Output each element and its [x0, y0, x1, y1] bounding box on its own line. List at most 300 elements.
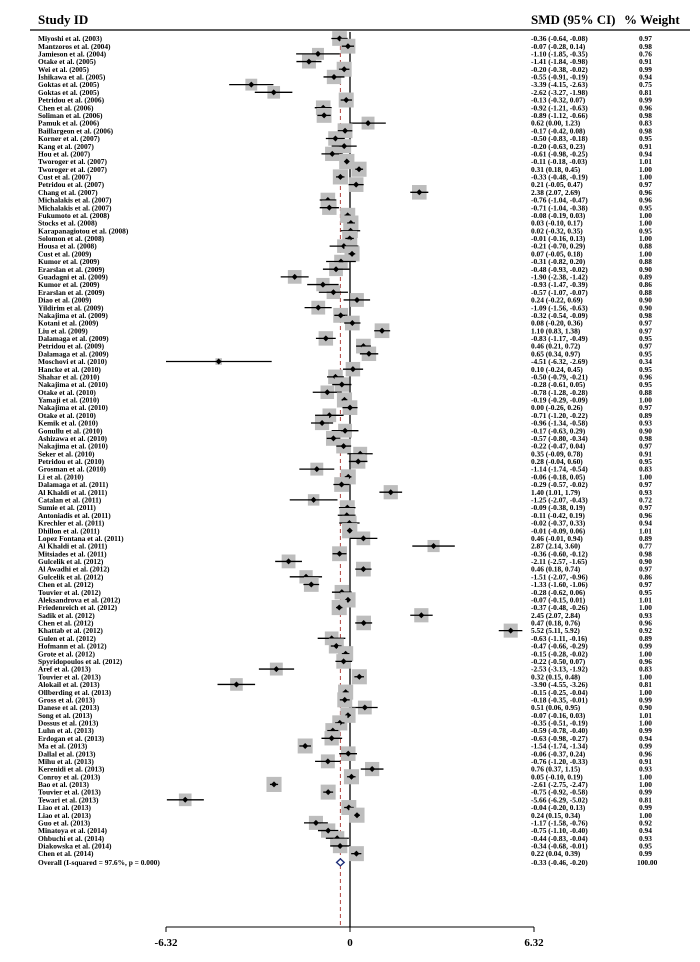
weight-label: 0.97 [639, 318, 652, 328]
study-label: Seker et al. (2010) [38, 449, 95, 459]
weight-label: 0.96 [639, 195, 652, 205]
weight-label: 0.34 [639, 357, 652, 367]
weight-label: 0.93 [639, 764, 652, 774]
study-label: Grote et al. (2012) [38, 649, 95, 659]
smd-ci-label: 0.51 (0.06, 0.95) [531, 703, 581, 713]
smd-ci-label: 0.46 (-0.01, 0.94) [531, 533, 583, 543]
weight-label: 0.94 [639, 72, 652, 82]
weight-label: 1.00 [639, 210, 652, 220]
smd-ci-label: -0.31 (-0.82, 0.20) [531, 257, 586, 267]
weight-label: 0.97 [639, 403, 652, 413]
smd-ci-label: -0.76 (-1.20, -0.33) [531, 756, 588, 766]
study-label: Kotani et al. (2009) [38, 318, 99, 328]
weight-label: 0.97 [639, 564, 652, 574]
study-label: Touvier et al. (2013) [38, 672, 101, 682]
study-label: Goktas et al. (2005) [38, 80, 100, 90]
smd-ci-label: 0.02 (-0.32, 0.35) [531, 226, 583, 236]
study-label: Dalamaga et al. (2011) [38, 480, 109, 490]
smd-ci-label: 0.31 (0.18, 0.45) [531, 164, 581, 174]
study-label: Conroy et al. (2013) [38, 772, 101, 782]
study-label: Chen et al. (2012) [38, 580, 94, 590]
smd-ci-label: -0.07 (-0.16, 0.03) [531, 710, 586, 720]
weight-label: 1.00 [639, 218, 652, 228]
study-label: Petridou et al. (2009) [38, 341, 105, 351]
weight-label: 0.77 [639, 541, 652, 551]
weight-label: 0.83 [639, 664, 652, 674]
weight-label: 0.97 [639, 580, 652, 590]
smd-ci-label: -0.93 (-1.47, -0.39) [531, 280, 588, 290]
smd-ci-label: 0.07 (-0.05, 0.18) [531, 249, 583, 259]
study-label: Luhn et al. (2013) [38, 726, 94, 736]
smd-ci-label: 2.38 (2.07, 2.69) [531, 187, 581, 197]
study-label: Sadik et al. (2012) [38, 610, 95, 620]
smd-ci-label: -1.25 (-2.07, -0.43) [531, 495, 588, 505]
smd-ci-label: -0.17 (-0.63, 0.29) [531, 426, 586, 436]
smd-ci-label: -0.61 (-0.98, -0.25) [531, 149, 588, 159]
smd-ci-label: 0.46 (0.18, 0.74) [531, 564, 581, 574]
study-label: Soliman et al. (2006) [38, 111, 103, 120]
study-label: Spyridopoulos et al. (2012) [38, 656, 123, 666]
weight-label: 1.00 [639, 810, 652, 820]
weight-label: 0.99 [639, 64, 652, 74]
weight-label: 0.99 [639, 726, 652, 736]
study-label: Song et al. (2013) [38, 710, 93, 720]
weight-label: 0.91 [639, 449, 652, 459]
smd-ci-label: -0.48 (-0.93, -0.02) [531, 264, 588, 274]
study-label: Erdogan et al. (2013) [38, 733, 105, 743]
weight-label: 0.99 [639, 741, 652, 751]
study-label: Erarslan et al. (2009) [38, 264, 105, 274]
weight-label: 0.99 [639, 849, 652, 859]
weight-label: 0.93 [639, 418, 652, 428]
weight-label: 1.00 [639, 649, 652, 659]
study-label: Touvier et al. (2012) [38, 587, 101, 597]
smd-ci-label: -1.09 (-1.56, -0.63) [531, 303, 588, 313]
smd-ci-label: -0.06 (-0.18, 0.05) [531, 472, 586, 482]
weight-label: 0.96 [639, 510, 652, 520]
weight-label: 0.99 [639, 641, 652, 651]
study-label: Kang et al. (2007) [38, 141, 94, 151]
smd-ci-label: -0.71 (-1.04, -0.38) [531, 203, 588, 213]
weight-label: 0.96 [639, 187, 652, 197]
study-label: Nakajima et al. (2010) [38, 380, 108, 390]
smd-ci-label: -0.20 (-0.63, 0.23) [531, 141, 586, 151]
weight-label: 0.98 [639, 126, 652, 136]
smd-ci-label: -2.62 (-3.27, -1.98) [531, 87, 588, 97]
weight-label: 0.98 [639, 111, 652, 120]
smd-ci-label: 0.35 (-0.09, 0.78) [531, 449, 583, 459]
weight-label: 0.95 [639, 226, 652, 236]
weight-label: 0.98 [639, 433, 652, 443]
weight-label: 0.92 [639, 626, 652, 636]
weight-label: 0.98 [639, 41, 652, 51]
smd-ci-label: -0.15 (-0.28, -0.02) [531, 649, 588, 659]
study-label: Mantzoros et al. (2004) [38, 41, 111, 51]
weight-label: 0.88 [639, 387, 652, 397]
study-label: Friedenreich et al. (2012) [38, 603, 118, 613]
study-label: Tworoger et al. (2007) [38, 164, 107, 174]
smd-ci-label: -0.04 (-0.20, 0.13) [531, 803, 586, 813]
weight-label: 0.93 [639, 487, 652, 497]
weight-label: 0.97 [639, 34, 652, 44]
smd-ci-label: -1.90 (-2.38, -1.42) [531, 272, 588, 282]
smd-ci-label: -0.19 (-0.29, -0.09) [531, 395, 588, 405]
smd-ci-label: -0.29 (-0.57, -0.02) [531, 480, 588, 490]
study-label: Yamaji et al. (2010) [38, 395, 100, 405]
smd-ci-label: -0.57 (-0.80, -0.34) [531, 433, 588, 443]
study-label: Moschovi et al. (2010) [38, 357, 107, 367]
weight-label: 0.95 [639, 349, 652, 359]
x-axis-ticks [155, 927, 545, 949]
overall-row [38, 858, 658, 867]
study-label: Bao et al. (2013) [38, 780, 89, 790]
weight-label: 1.00 [639, 772, 652, 782]
study-label: Sumie et al. (2011) [38, 503, 96, 513]
weight-label: 0.97 [639, 480, 652, 490]
smd-ci-label: -0.37 (-0.48, -0.26) [531, 603, 588, 613]
study-label: Chen et al. (2006) [38, 103, 94, 113]
study-label: Gulcelik et al. (2012) [38, 572, 104, 582]
weight-label: 0.95 [639, 380, 652, 390]
smd-ci-label: -2.53 (-3.13, -1.92) [531, 664, 588, 674]
smd-ci-label: -0.78 (-1.28, -0.28) [531, 387, 588, 397]
study-label: Nakajima et al. (2010) [38, 441, 108, 451]
weight-label: 0.90 [639, 426, 652, 436]
weight-label: 0.93 [639, 610, 652, 620]
smd-ci-label: 0.10 (-0.24, 0.45) [531, 364, 583, 374]
weight-label: 0.89 [639, 633, 652, 643]
weight-label: 0.72 [639, 495, 652, 505]
study-label: Catalan et al. (2011) [38, 495, 102, 505]
weight-label: 0.98 [639, 310, 652, 320]
study-label: Diao et al. (2009) [38, 295, 92, 305]
study-label: Dossus et al. (2013) [38, 718, 99, 728]
overall-ci-label: -0.33 (-0.46, -0.20) [531, 857, 588, 867]
study-label: Korner et al. (2007) [38, 134, 100, 144]
study-label: Kumor et al. (2009) [38, 280, 100, 290]
study-label: Al Khaldi et al. (2011) [38, 487, 108, 497]
smd-ci-label: -0.75 (-1.10, -0.40) [531, 826, 588, 836]
weight-label: 0.99 [639, 695, 652, 705]
study-label: Dalamaga et al. (2009) [38, 349, 109, 359]
smd-ci-label: -0.07 (-0.28, 0.14) [531, 41, 586, 51]
smd-ci-label: -5.66 (-6.29, -5.02) [531, 795, 588, 805]
weight-label: 0.94 [639, 149, 652, 159]
study-label: Gulcelik et al. (2012) [38, 557, 104, 567]
study-label: Tworoger et al. (2007) [38, 157, 107, 167]
study-label: Shahar et al. (2010) [38, 372, 100, 382]
study-label: Nakajima et al. (2010) [38, 403, 108, 413]
weight-label: 0.95 [639, 134, 652, 144]
smd-ci-label: 0.08 (-0.20, 0.36) [531, 318, 583, 328]
weight-label: 1.01 [639, 595, 652, 605]
weight-label: 0.96 [639, 656, 652, 666]
weight-label: 0.83 [639, 118, 652, 128]
smd-ci-label: 0.76 (0.37, 1.15) [531, 764, 581, 774]
study-label: Hancke et al. (2010) [38, 364, 101, 374]
smd-ci-label: 5.52 (5.11, 5.92) [531, 626, 580, 636]
smd-ci-label: -0.32 (-0.54, -0.09) [531, 310, 588, 320]
study-label: Guadagni et al. (2009) [38, 272, 108, 282]
weight-label: 0.89 [639, 410, 652, 420]
x-tick-label: 0 [347, 937, 353, 949]
weight-label: 0.90 [639, 264, 652, 274]
smd-ci-label: -0.76 (-1.04, -0.47) [531, 195, 588, 205]
study-label: Dallal et al. (2013) [38, 749, 96, 759]
study-label: Kerenidi et al. (2013) [38, 764, 105, 774]
smd-ci-label: -0.33 (-0.48, -0.19) [531, 172, 588, 182]
smd-ci-label: -0.55 (-0.91, -0.19) [531, 72, 588, 82]
smd-ci-label: 0.22 (0.04, 0.39) [531, 849, 581, 859]
weight-label: 0.95 [639, 457, 652, 467]
study-label: Chang et al. (2007) [38, 187, 98, 197]
smd-ci-label: 2.45 (2.07, 2.84) [531, 610, 581, 620]
weight-label: 0.91 [639, 141, 652, 151]
smd-ci-label: 0.00 (-0.26, 0.26) [531, 403, 583, 413]
smd-ci-label: -1.10 (-1.85, -0.35) [531, 49, 588, 59]
weight-label: 0.99 [639, 95, 652, 105]
header-smd: SMD (95% CI) [531, 12, 616, 27]
study-label: Touvier et al. (2013) [38, 787, 101, 797]
study-label: Baillargeon et al. (2006) [38, 126, 114, 136]
smd-ci-label: -0.34 (-0.68, -0.01) [531, 841, 588, 851]
weight-label: 1.00 [639, 172, 652, 182]
study-label: Gonullu et al. (2010) [38, 426, 103, 436]
study-label: Jamieson et al. (2004) [38, 49, 107, 59]
study-label: Wei et al. (2005) [38, 64, 89, 74]
study-label: Dhillon et al. (2011) [38, 526, 100, 536]
study-label: Alokail et al. (2013) [38, 680, 100, 690]
study-label: Liao et al. (2013) [38, 803, 91, 813]
smd-ci-label: -0.50 (-0.79, -0.21) [531, 372, 588, 382]
smd-ci-label: -0.35 (-0.51, -0.19) [531, 718, 588, 728]
smd-ci-label: -1.33 (-1.60, -1.06) [531, 580, 588, 590]
smd-ci-label: -0.71 (-1.20, -0.22) [531, 410, 588, 420]
x-tick-label: -6.32 [154, 937, 178, 949]
study-label: Housa et al. (2008) [38, 241, 97, 251]
weight-label: 1.00 [639, 164, 652, 174]
smd-ci-label: -0.06 (-0.37, 0.24) [531, 749, 586, 759]
weight-label: 0.89 [639, 533, 652, 543]
study-label: Liao et al. (2013) [38, 810, 91, 820]
study-label: Guo et al. (2013) [38, 818, 91, 828]
weight-label: 0.97 [639, 503, 652, 513]
weight-label: 0.95 [639, 587, 652, 597]
weight-label: 0.75 [639, 80, 652, 90]
smd-ci-label: -0.20 (-0.38, -0.02) [531, 64, 588, 74]
study-label: Nakajima et al. (2009) [38, 310, 108, 320]
smd-ci-label: 0.03 (-0.10, 0.17) [531, 218, 583, 228]
study-label: Ishikawa et al. (2005) [38, 72, 106, 82]
smd-ci-label: -0.07 (-0.15, 0.01) [531, 595, 586, 605]
weight-label: 0.95 [639, 364, 652, 374]
study-label: Minatoya et al. (2014) [38, 826, 107, 836]
study-label: Erarslan et al. (2009) [38, 287, 105, 297]
weight-label: 0.96 [639, 749, 652, 759]
smd-ci-label: 0.24 (-0.22, 0.69) [531, 295, 583, 305]
study-label: Ohbuchi et al. (2014) [38, 833, 105, 843]
smd-ci-label: -0.17 (-0.42, 0.08) [531, 126, 586, 136]
smd-ci-label: -2.11 (-2.57, -1.65) [531, 557, 588, 567]
study-label: Li et al. (2010) [38, 472, 84, 482]
weight-label: 0.96 [639, 618, 652, 628]
study-label: Al Khaldi et al. (2011) [38, 541, 108, 551]
weight-label: 0.96 [639, 372, 652, 382]
study-label: Lopez Fontana et al. (2011) [38, 533, 124, 543]
header-study-id: Study ID [38, 12, 89, 27]
study-label: Grosman et al. (2010) [38, 464, 107, 474]
study-label: Petridou et al. (2006) [38, 95, 105, 105]
weight-label: 1.01 [639, 710, 652, 720]
study-label: Hou et al. (2007) [38, 149, 91, 159]
weight-label: 0.95 [639, 334, 652, 344]
smd-ci-label: -0.15 (-0.25, -0.04) [531, 687, 588, 697]
weight-label: 0.91 [639, 57, 652, 67]
study-label: Kemik et al. (2010) [38, 418, 98, 428]
study-label: Chen et al. (2014) [38, 849, 94, 859]
study-label: Otake et al. (2010) [38, 410, 96, 420]
weight-label: 1.00 [639, 687, 652, 697]
study-label: Chen et al. (2012) [38, 618, 94, 628]
overall-label: Overall (I-squared = 97.6%, p = 0.000) [38, 857, 160, 867]
weight-label: 0.98 [639, 549, 652, 559]
smd-ci-label: -0.36 (-0.64, -0.08) [531, 34, 588, 44]
weight-label: 0.81 [639, 795, 652, 805]
smd-ci-label: 0.24 (0.15, 0.34) [531, 810, 581, 820]
study-rows [38, 31, 652, 927]
header-row [38, 12, 680, 27]
smd-ci-label: 0.21 (-0.05, 0.47) [531, 180, 583, 190]
smd-ci-label: 0.32 (0.15, 0.48) [531, 672, 581, 682]
weight-label: 0.94 [639, 826, 652, 836]
weight-label: 0.97 [639, 180, 652, 190]
x-tick-label: 6.32 [524, 937, 544, 949]
smd-ci-label: -0.28 (-0.61, 0.05) [531, 380, 586, 390]
study-label: Yildirim et al. (2009) [38, 303, 104, 313]
smd-ci-label: -0.59 (-0.78, -0.40) [531, 726, 588, 736]
smd-ci-label: -1.41 (-1.84, -0.98) [531, 57, 588, 67]
smd-ci-label: -0.50 (-0.83, -0.18) [531, 134, 588, 144]
smd-ci-label: -0.83 (-1.17, -0.49) [531, 334, 588, 344]
study-label: Dalamaga et al. (2009) [38, 334, 109, 344]
weight-label: 0.92 [639, 818, 652, 828]
weight-label: 0.86 [639, 280, 652, 290]
study-label: Ma et al. (2013) [38, 741, 88, 751]
study-label: Hofmann et al. (2012) [38, 641, 107, 651]
study-label: Pamuk et al. (2006) [38, 118, 100, 128]
smd-ci-label: 2.87 (2.14, 3.60) [531, 541, 581, 551]
study-label: Antoniadis et al. (2011) [38, 510, 111, 520]
study-label: Diakowska et al. (2014) [38, 841, 112, 851]
weight-label: 0.90 [639, 557, 652, 567]
header-weight: % Weight [624, 12, 680, 27]
smd-ci-label: 0.05 (-0.10, 0.19) [531, 772, 583, 782]
weight-label: 0.88 [639, 257, 652, 267]
study-label: Michalakis et al. (2007) [38, 203, 112, 213]
smd-ci-label: 0.62 (0.00, 1.23) [531, 118, 581, 128]
study-label: Khattab et al. (2012) [38, 626, 103, 636]
study-label: Danese et al. (2013) [38, 703, 100, 713]
weight-label: 1.00 [639, 472, 652, 482]
weight-label: 1.00 [639, 234, 652, 244]
study-label: Aref et al. (2013) [38, 664, 91, 674]
weight-label: 0.96 [639, 103, 652, 113]
smd-ci-label: -0.13 (-0.32, 0.07) [531, 95, 586, 105]
weight-label: 0.94 [639, 518, 652, 528]
weight-label: 1.00 [639, 249, 652, 259]
weight-label: 1.01 [639, 157, 652, 167]
smd-ci-label: -0.22 (-0.50, 0.07) [531, 656, 586, 666]
weight-label: 0.94 [639, 733, 652, 743]
smd-ci-label: -0.22 (-0.47, 0.04) [531, 441, 586, 451]
smd-ci-label: -0.92 (-1.21, -0.63) [531, 103, 588, 113]
weight-label: 0.90 [639, 303, 652, 313]
study-label: Al Awadhi et al. (2012) [38, 564, 110, 574]
smd-ci-label: -3.90 (-4.55, -3.26) [531, 680, 588, 690]
overall-weight-label: 100.00 [637, 857, 658, 867]
study-label: Fukumoto et al. (2008) [38, 210, 110, 220]
study-label: Petridou et al. (2007) [38, 180, 105, 190]
study-label: Aleksandrova et al. (2012) [38, 595, 121, 605]
smd-ci-label: -0.02 (-0.37, 0.33) [531, 518, 586, 528]
smd-ci-label: -0.09 (-0.38, 0.19) [531, 503, 586, 513]
smd-ci-label: -0.01 (-0.16, 0.13) [531, 234, 586, 244]
weight-label: 1.00 [639, 672, 652, 682]
smd-ci-label: 1.40 (1.01, 1.79) [531, 487, 581, 497]
study-label: Tewari et al. (2013) [38, 795, 99, 805]
study-label: Liu et al. (2009) [38, 326, 88, 336]
study-label: Goktas et al. (2005) [38, 87, 100, 97]
smd-ci-label: -0.11 (-0.42, 0.19) [531, 510, 585, 520]
study-label: Gulen et al. (2012) [38, 633, 96, 643]
smd-ci-label: -0.75 (-0.92, -0.58) [531, 787, 588, 797]
weight-label: 0.97 [639, 441, 652, 451]
smd-ci-label: 1.10 (0.83, 1.38) [531, 326, 581, 336]
weight-label: 0.89 [639, 272, 652, 282]
study-label: Miyoshi et al. (2003) [38, 34, 103, 44]
weight-label: 0.95 [639, 203, 652, 213]
study-label: Stocks et al. (2008) [38, 218, 98, 228]
smd-ci-label: -1.17 (-1.58, -0.76) [531, 818, 588, 828]
smd-ci-label: -1.51 (-2.07, -0.96) [531, 572, 588, 582]
smd-ci-label: 0.28 (-0.04, 0.60) [531, 457, 583, 467]
weight-label: 0.90 [639, 295, 652, 305]
weight-label: 1.00 [639, 780, 652, 790]
weight-label: 0.81 [639, 680, 652, 690]
weight-label: 0.91 [639, 756, 652, 766]
study-label: Ashizawa et al. (2010) [38, 433, 107, 443]
smd-ci-label: -0.96 (-1.34, -0.58) [531, 418, 588, 428]
weight-label: 0.76 [639, 49, 652, 59]
smd-ci-label: -0.63 (-0.98, -0.27) [531, 733, 588, 743]
study-label: Otake et al. (2010) [38, 387, 96, 397]
weight-label: 0.90 [639, 703, 652, 713]
weight-label: 0.83 [639, 464, 652, 474]
smd-ci-label: 0.47 (0.18, 0.76) [531, 618, 581, 628]
smd-ci-label: -0.28 (-0.62, 0.06) [531, 587, 586, 597]
smd-ci-label: 0.46 (0.21, 0.72) [531, 341, 581, 351]
smd-ci-label: -2.61 (-2.75, -2.47) [531, 780, 588, 790]
weight-label: 0.97 [639, 341, 652, 351]
weight-label: 1.00 [639, 603, 652, 613]
smd-ci-label: -0.63 (-1.11, -0.16) [531, 633, 588, 643]
smd-ci-label: -0.57 (-1.07, -0.07) [531, 287, 588, 297]
study-label: Otake et al. (2005) [38, 57, 96, 67]
weight-label: 0.95 [639, 841, 652, 851]
smd-ci-label: 0.65 (0.34, 0.97) [531, 349, 581, 359]
weight-label: 0.86 [639, 572, 652, 582]
study-label: Ollberding et al. (2013) [38, 687, 112, 697]
